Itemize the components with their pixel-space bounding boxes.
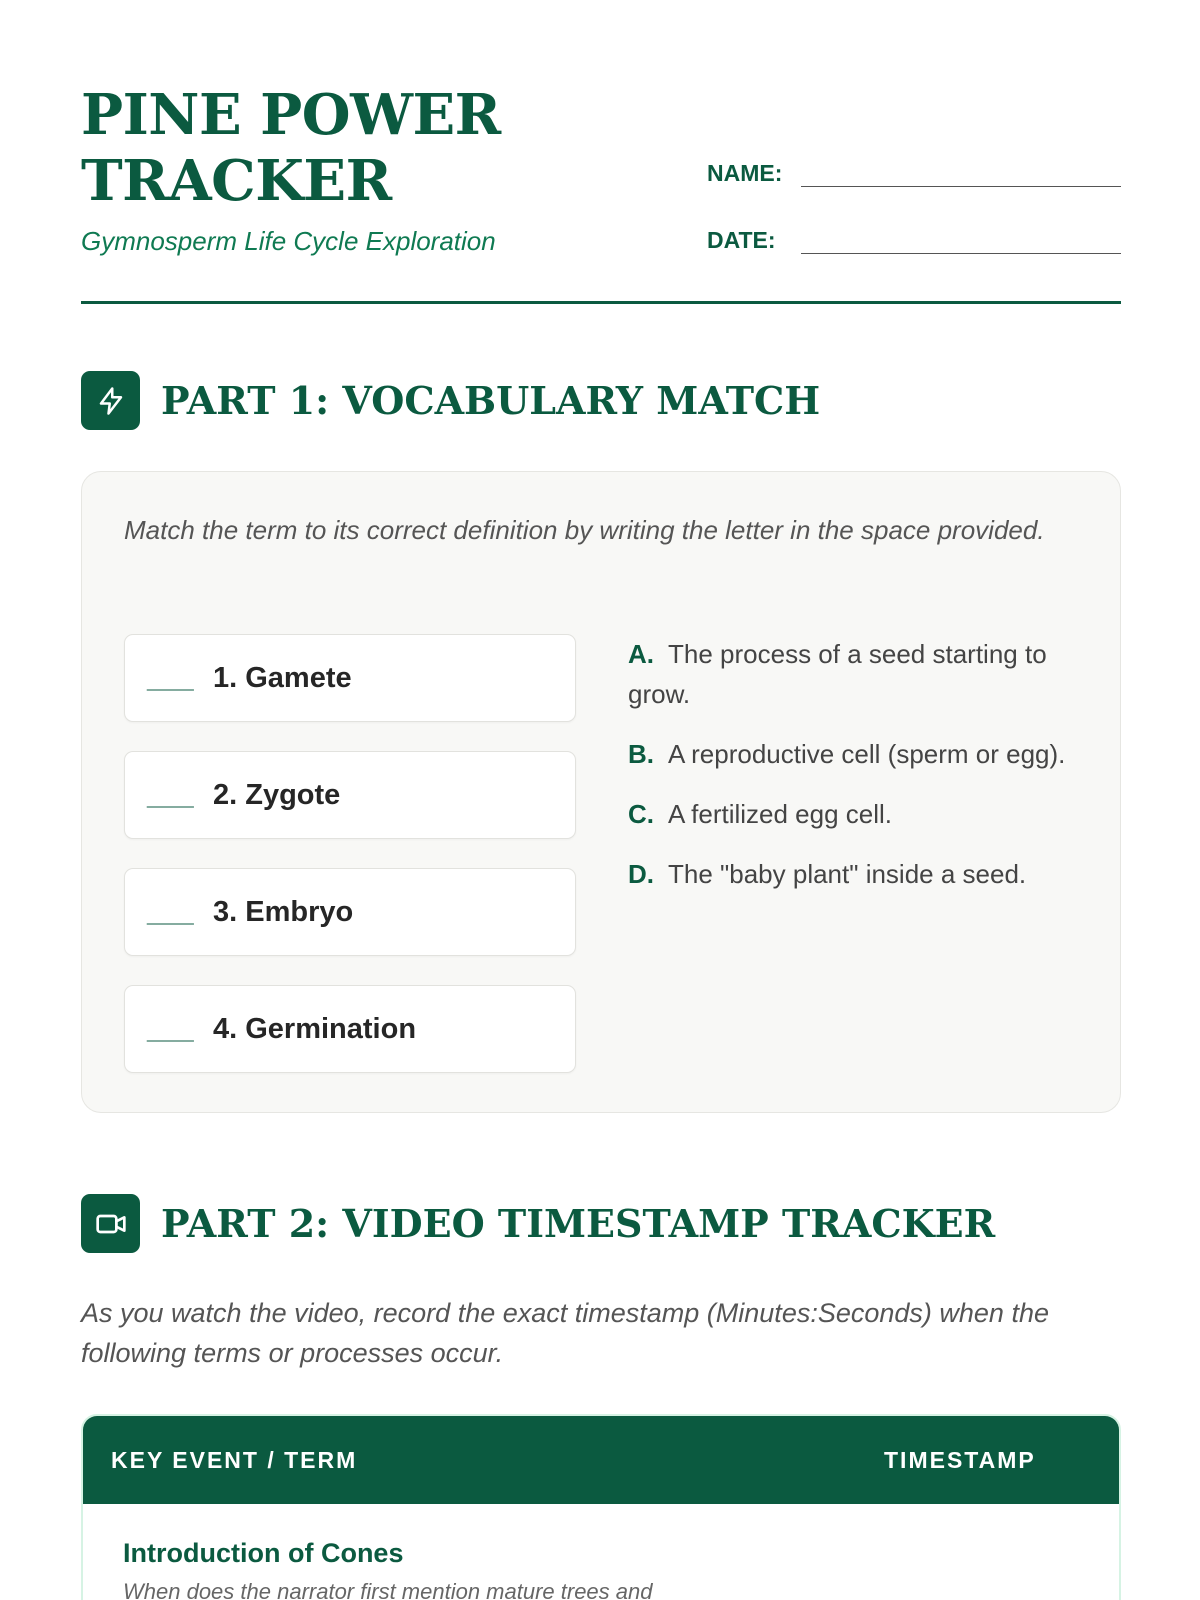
- part2-instructions: As you watch the video, record the exact timestamp (Minutes:Seconds) when the following terms or processes occur.: [81, 1298, 1049, 1368]
- answer-blank[interactable]: ___: [147, 662, 194, 693]
- date-field: [707, 227, 1121, 254]
- part1-heading: [81, 371, 820, 430]
- part2-title: PART 2: VIDEO TIMESTAMP TRACKER: [161, 1201, 996, 1246]
- timestamp-table: [81, 1414, 1121, 1600]
- answer-blank[interactable]: ___: [147, 779, 194, 810]
- definition-item: [628, 794, 1098, 834]
- term-card: [124, 751, 576, 839]
- answer-blank[interactable]: ___: [147, 896, 194, 927]
- part2-heading: [81, 1194, 995, 1253]
- part1-title: PART 1: VOCABULARY MATCH: [161, 378, 821, 423]
- definition-list: [628, 634, 1098, 914]
- term-list: [124, 634, 576, 1102]
- name-label: NAME:: [707, 160, 783, 186]
- event-description: When does the narrator first mention mature trees and: [123, 1579, 653, 1600]
- event-title: Introduction of Cones: [123, 1538, 404, 1568]
- definition-text: The process of a seed starting to grow.: [628, 639, 1047, 709]
- term-label: 2. Zygote: [213, 778, 341, 811]
- definition-letter: D.: [628, 859, 654, 889]
- lightning-icon: [81, 371, 140, 430]
- term-label: 1. Gamete: [213, 661, 352, 694]
- part1-instructions: Match the term to its correct definition by writing the letter in the space provided.: [124, 515, 1045, 545]
- definition-item: [628, 634, 1098, 714]
- page-subtitle: Gymnosperm Life Cycle Exploration: [81, 226, 496, 256]
- date-line[interactable]: [801, 230, 1121, 254]
- column-header-event: KEY EVENT / TERM: [111, 1446, 358, 1473]
- definition-text: The "baby plant" inside a seed.: [668, 859, 1027, 889]
- term-label: 3. Embryo: [213, 895, 354, 928]
- vocabulary-panel: [81, 471, 1121, 1113]
- video-camera-icon: [81, 1194, 140, 1253]
- definition-letter: A.: [628, 639, 654, 669]
- definition-item: [628, 734, 1098, 774]
- table-row: [83, 1504, 1119, 1600]
- definition-text: A reproductive cell (sperm or egg).: [668, 739, 1066, 769]
- term-card: [124, 985, 576, 1073]
- name-field: [707, 160, 1121, 187]
- table-header: [83, 1416, 1119, 1504]
- term-card: [124, 634, 576, 722]
- term-label: 4. Germination: [213, 1012, 417, 1045]
- definition-item: [628, 854, 1098, 894]
- definition-letter: B.: [628, 739, 654, 769]
- page-title: PINE POWER TRACKER: [81, 82, 501, 214]
- term-card: [124, 868, 576, 956]
- date-label: DATE:: [707, 227, 776, 253]
- name-line[interactable]: [801, 163, 1121, 187]
- column-header-timestamp: TIMESTAMP: [884, 1446, 1036, 1473]
- definition-text: A fertilized egg cell.: [668, 799, 893, 829]
- worksheet-header: [81, 82, 1121, 304]
- definition-letter: C.: [628, 799, 654, 829]
- answer-blank[interactable]: ___: [147, 1013, 194, 1044]
